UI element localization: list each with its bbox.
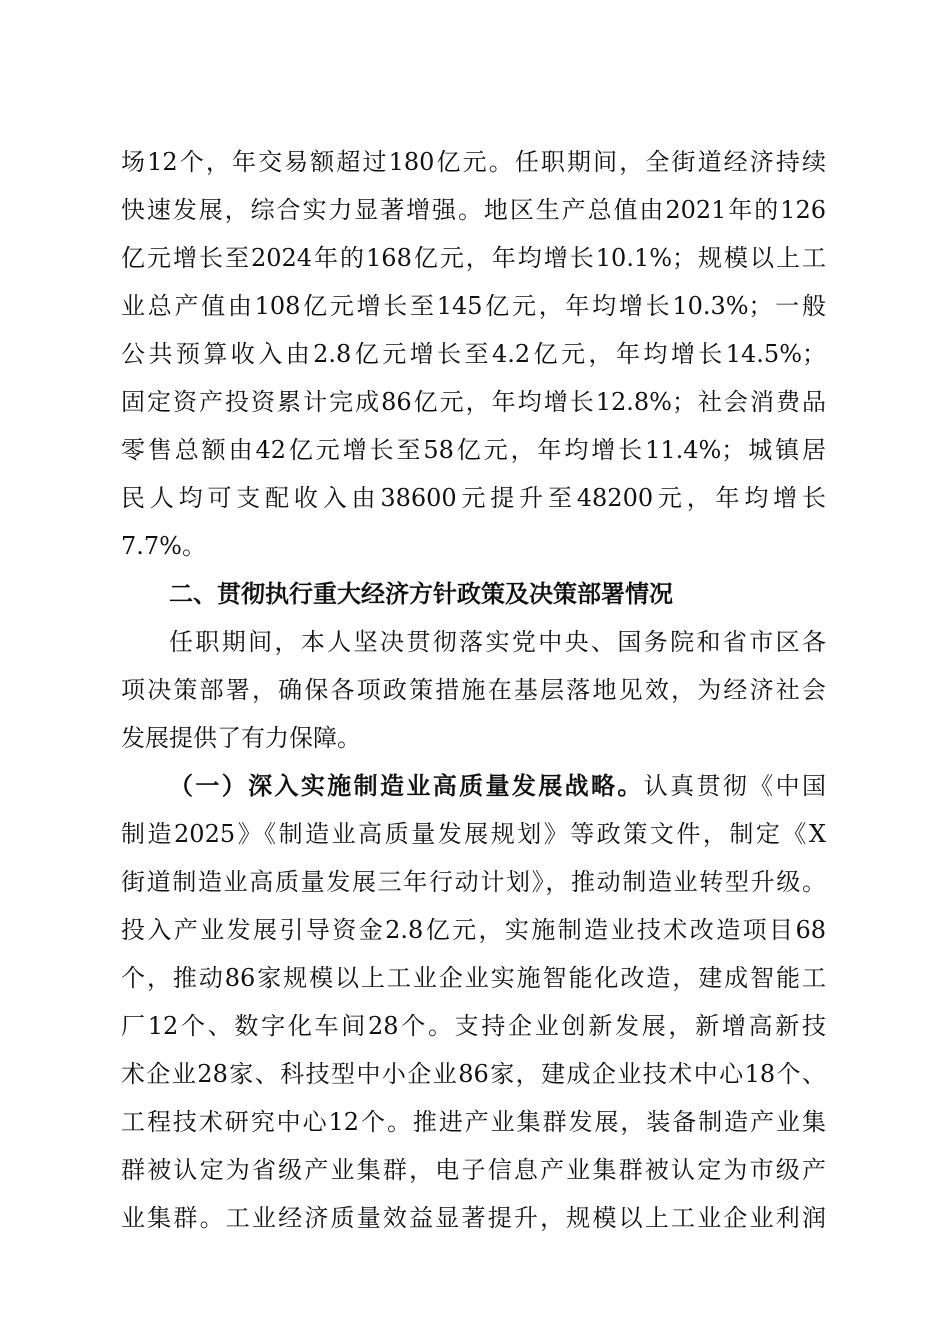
- subsection-heading: （一）深入实施制造业高质量发展战略。: [169, 771, 644, 800]
- text-line-17: 投入产业发展引导资金2.8亿元，实施制造业技术改造项目68: [121, 916, 826, 944]
- text-line-8: 民人均可支配收入由38600元提升至48200元，年均增长: [121, 484, 826, 512]
- text-line-4: 业总产值由108亿元增长至145亿元，年均增长10.3%；一般: [121, 292, 826, 320]
- text-line-15: 制造2025》《制造业高质量发展规划》等政策文件，制定《X: [121, 820, 826, 848]
- text-line-19: 厂12个、数字化车间28个。支持企业创新发展，新增高新技: [121, 1012, 826, 1040]
- text-line-11: 任职期间，本人坚决贯彻落实党中央、国务院和省市区各: [169, 628, 826, 656]
- text-line-13: 发展提供了有力保障。: [121, 724, 361, 752]
- text-line-20: 术企业28家、科技型中小企业86家，建成企业技术中心18个、: [121, 1060, 826, 1088]
- text-line-9: 7.7%。: [121, 532, 206, 560]
- text-line-23: 业集群。工业经济质量效益显著提升，规模以上工业企业利润: [121, 1204, 826, 1232]
- text-line-2: 快速发展，综合实力显著增强。地区生产总值由2021年的126: [121, 196, 826, 224]
- text-line-5: 公共预算收入由2.8亿元增长至4.2亿元，年均增长14.5%；: [121, 340, 826, 368]
- text-line-12: 项决策部署，确保各项政策措施在基层落地见效，为经济社会: [121, 676, 826, 704]
- subsection-line: [169, 764, 826, 808]
- text-line-7: 零售总额由42亿元增长至58亿元，年均增长11.4%；城镇居: [121, 436, 826, 464]
- text-line-21: 工程技术研究中心12个。推进产业集群发展，装备制造产业集: [121, 1108, 826, 1136]
- text-line-3: 亿元增长至2024年的168亿元，年均增长10.1%；规模以上工: [121, 244, 826, 272]
- text-line-16: 街道制造业高质量发展三年行动计划》，推动制造业转型升级。: [121, 868, 826, 896]
- subsection-text: 认真贯彻《中国: [643, 772, 826, 800]
- text-line-6: 固定资产投资累计完成86亿元，年均增长12.8%；社会消费品: [121, 388, 826, 416]
- text-line-18: 个，推动86家规模以上工业企业实施智能化改造，建成智能工: [121, 964, 826, 992]
- text-line-22: 群被认定为省级产业集群，电子信息产业集群被认定为市级产: [121, 1156, 826, 1184]
- section-heading: 二、贯彻执行重大经济方针政策及决策部署情况: [169, 580, 673, 608]
- text-line-1: 场12个，年交易额超过180亿元。任职期间，全街道经济持续: [121, 148, 826, 176]
